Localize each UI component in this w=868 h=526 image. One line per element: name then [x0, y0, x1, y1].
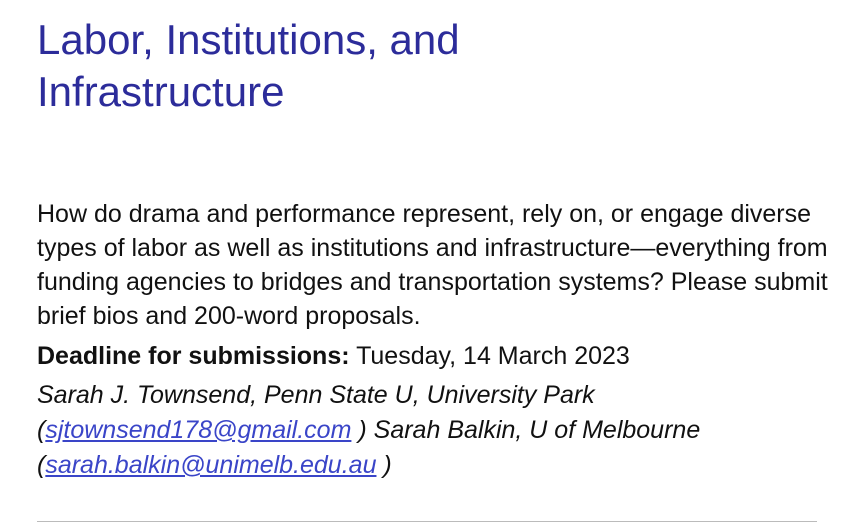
contacts	[37, 378, 837, 483]
contact-email-close-paren-2: )	[376, 451, 392, 479]
contact-email-open-paren-1: (	[37, 416, 46, 444]
bottom-divider	[37, 521, 817, 522]
cfp-description: How do drama and performance represent, rely on, or engage diverse types of labor as well as institutions and infrastructure—everything from funding agencies to bridges and transportation systems? Please submit brief bios and 200-word proposals.	[37, 200, 828, 330]
contact-name-2: Sarah Balkin, U of Melbourne	[373, 416, 701, 444]
contact-email-close-paren-1: )	[351, 416, 367, 444]
deadline-value: Tuesday, 14 March 2023	[356, 342, 630, 370]
contact-email-link-2[interactable]: sarah.balkin@unimelb.edu.au	[45, 451, 377, 479]
contact-name-1: Sarah J. Townsend, Penn State U, University Park	[37, 381, 595, 409]
contact-email-open-paren-2: (	[37, 451, 46, 479]
cfp-title-line-2: Infrastructure	[37, 68, 285, 115]
deadline-label: Deadline for submissions:	[37, 342, 350, 370]
cfp-title	[37, 14, 837, 118]
contact-email-link-1[interactable]: sjtownsend178@gmail.com	[45, 416, 352, 444]
deadline-line	[37, 339, 837, 373]
cfp-title-line-1: Labor, Institutions, and	[37, 16, 460, 63]
cfp-entry	[37, 14, 837, 483]
